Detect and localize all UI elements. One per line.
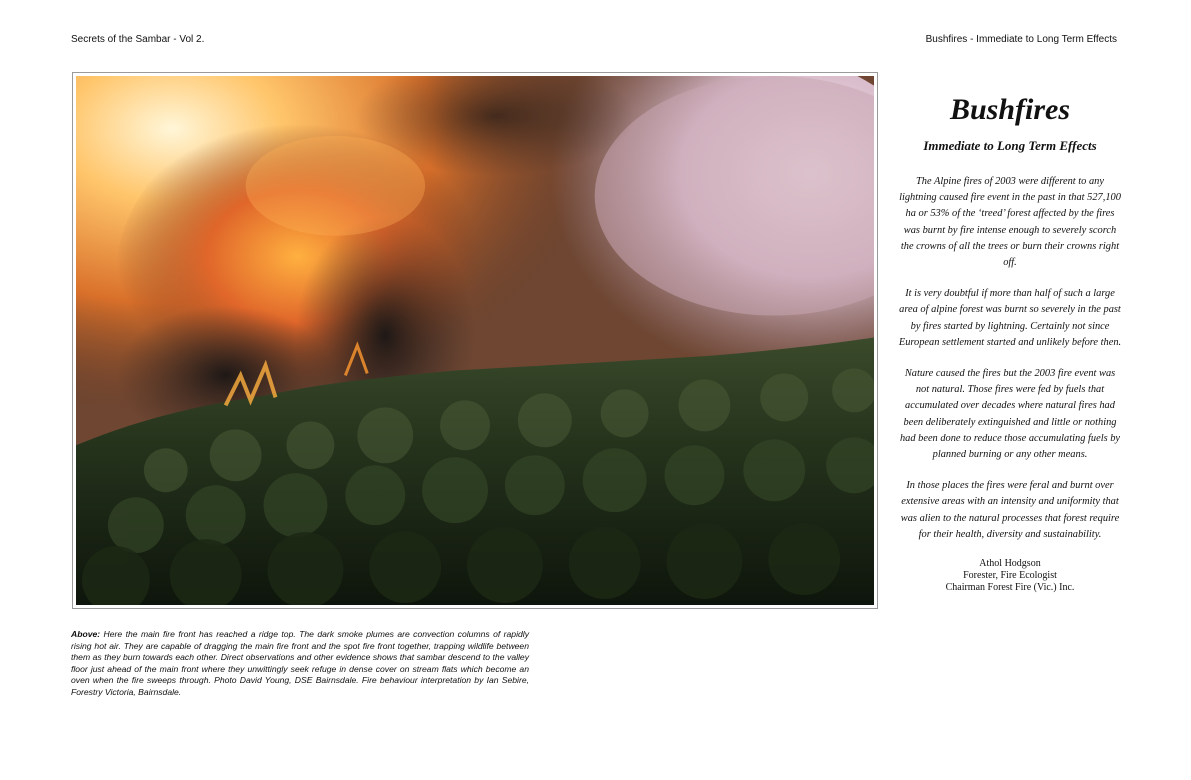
running-header-left: Secrets of the Sambar - Vol 2. [71,34,205,45]
author-role: Forester, Fire Ecologist [963,570,1057,582]
running-header-right: Bushfires - Immediate to Long Term Effects [925,34,1117,45]
photo-caption [71,629,529,699]
author-signature [898,558,1122,594]
bushfire-photo-illustration [76,76,874,605]
article-column [898,92,1122,594]
article-paragraph: Nature caused the fires but the 2003 fire event was not natural. Those fires were fed by fuels that accumulated over decades where natural fires had been deliberately extinguished and little or nothing had been done to reduce those accumulating fuels by planned burning or any other means. [899,368,1121,461]
article-paragraph: In those places the fires were feral and burnt over extensive areas with an intensity and uniformity that was alien to the natural processes that forest require for their health, diversity and sustainability. [900,480,1120,540]
bushfire-photo [76,76,874,605]
article-subtitle: Immediate to Long Term Effects [923,138,1097,153]
article-paragraph: It is very doubtful if more than half of such a large area of alpine forest was burnt so severely in the past by fires started by lightning. Certainly not since European settlement started and unlikely before then. [898,288,1122,348]
caption-text: Here the main fire front has reached a ridge top. The dark smoke plumes are convection columns of rapidly rising hot air. They are capable of dragging the main fire front and the spot fire front together, trapping wildlife between them as they burn towards each other. Direct observations and other evidence shows that sambar descend to the valley floor just ahead of the main front where they unwittingly seek refuge in dense cover on stream flats which become an oven when the fire sweeps through. Photo David Young, DSE Bairnsdale. Fire behaviour interpretation by Ian Sebire, Forestry Victoria, Bairnsdale. [71,629,529,697]
caption-lead: Above: [71,629,101,639]
article-title: Bushfires [949,93,1071,126]
author-name: Athol Hodgson [979,558,1041,570]
article-paragraph: The Alpine fires of 2003 were different to any lightning caused fire event in the past in that 527,100 ha or 53% of the ‘treed’ forest affected by the fires was burnt by fire intense enough to severely scorch the crowns of all the trees or burn their crowns right off. [899,176,1121,269]
bushfire-photo-frame [72,72,878,609]
author-org: Chairman Forest Fire (Vic.) Inc. [945,582,1075,594]
